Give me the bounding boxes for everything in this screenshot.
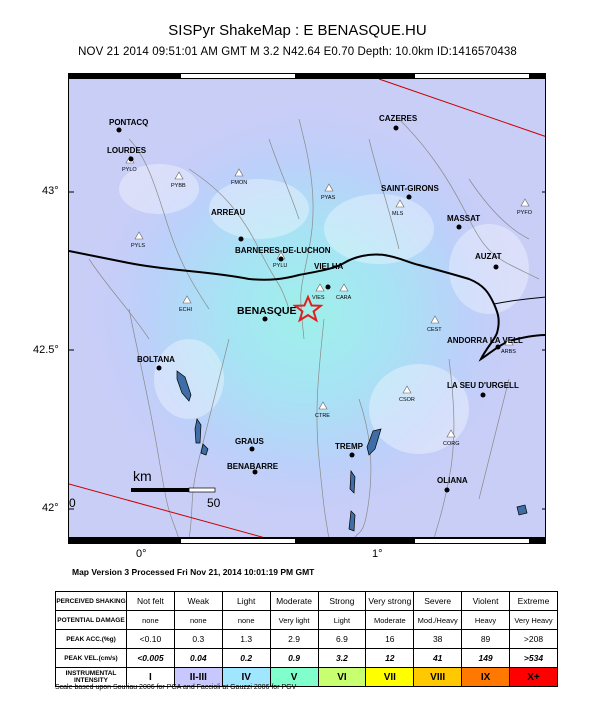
lat-label-43: 43°	[42, 185, 59, 197]
legend-cell: Light	[222, 592, 270, 611]
city-label: CAZERES	[379, 114, 418, 123]
legend-cell: Severe	[414, 592, 462, 611]
legend-cell: Weak	[174, 592, 222, 611]
legend-cell: none	[174, 611, 222, 630]
intensity-cell: VI	[318, 668, 366, 687]
station-label: CTRE	[315, 413, 330, 419]
lat-label-42-5: 42.5°	[33, 344, 59, 356]
station-label: MLS	[392, 211, 404, 217]
map-frame-bottom	[68, 538, 546, 544]
intensity-legend-table	[55, 591, 558, 687]
legend-cell: Light	[318, 611, 366, 630]
city-marker	[326, 285, 331, 290]
station-label: PYLO	[122, 167, 137, 173]
lon-label-1: 1°	[372, 548, 383, 560]
event-info: NOV 21 2014 09:51:01 AM GMT M 3.2 N42.64 E0.70 Depth: 10.0km ID:1416570438	[78, 46, 517, 58]
city-label: BENASQUE	[237, 305, 297, 317]
city-label: MASSAT	[447, 214, 481, 223]
legend-row-label: PEAK ACC.(%g)	[56, 630, 127, 649]
legend-cell: Moderate	[366, 611, 414, 630]
legend-cell: 12	[366, 649, 414, 668]
intensity-cell: IV	[222, 668, 270, 687]
station-label: PYLS	[131, 243, 146, 249]
city-label: ANDORRA LA VELL	[447, 336, 523, 345]
station-label: PYLU	[273, 263, 288, 269]
city-marker	[129, 157, 134, 162]
city-marker	[481, 393, 486, 398]
city-label: OLIANA	[437, 476, 468, 485]
scale-bar-start: 0	[69, 496, 76, 510]
legend-cell: Very strong	[366, 592, 414, 611]
legend-row-label: PERCEIVED SHAKING	[56, 592, 127, 611]
scale-footnote: Scale based upon Souriau 2006 for PGA and Faccioli at Gauzzi 2006 for PGV	[55, 684, 297, 691]
legend-row-shaking	[56, 592, 558, 611]
legend-cell: 38	[414, 630, 462, 649]
lat-label-42: 42°	[42, 502, 59, 514]
city-label: BENABARRE	[227, 462, 279, 471]
station-label: CSOR	[399, 397, 415, 403]
legend-cell: Heavy	[462, 611, 510, 630]
legend-cell: Very Heavy	[510, 611, 558, 630]
city-marker	[263, 317, 268, 322]
city-marker	[496, 345, 501, 350]
city-marker	[407, 195, 412, 200]
station-label: CARA	[336, 295, 352, 301]
station-label: ARBS	[501, 349, 516, 355]
city-label: ARREAU	[211, 208, 246, 217]
legend-cell: 149	[462, 649, 510, 668]
intensity-cell: X+	[510, 668, 558, 687]
city-marker	[350, 453, 355, 458]
station-label: FMON	[231, 180, 248, 186]
legend-cell: Very light	[270, 611, 318, 630]
intensity-cell: IX	[462, 668, 510, 687]
city-marker	[457, 225, 462, 230]
city-label: VIELHA	[314, 262, 344, 271]
intensity-cell: II-III	[174, 668, 222, 687]
intensity-cell: VIII	[414, 668, 462, 687]
city-marker	[279, 257, 284, 262]
station-label: CEST	[427, 327, 442, 333]
legend-cell: none	[127, 611, 175, 630]
intensity-cell: V	[270, 668, 318, 687]
legend-cell: Not felt	[127, 592, 175, 611]
legend-cell: 89	[462, 630, 510, 649]
map-title: SISPyr ShakeMap : E BENASQUE.HU	[168, 22, 427, 39]
processed-info: Map Version 3 Processed Fri Nov 21, 2014 10:01:19 PM GMT	[72, 567, 315, 577]
legend-cell: 41	[414, 649, 462, 668]
city-label: PONTACQ	[109, 118, 149, 127]
scale-bar-end: 50	[207, 496, 221, 510]
city-marker	[445, 488, 450, 493]
station-label: VIES	[312, 295, 325, 301]
station-label: CORG	[443, 441, 460, 447]
station-label: PYAS	[321, 195, 336, 201]
legend-cell: none	[222, 611, 270, 630]
station-label: PYBB	[171, 183, 186, 189]
station-label: PYFO	[517, 210, 532, 216]
legend-row-vel	[56, 649, 558, 668]
city-marker	[250, 447, 255, 452]
legend-cell: 0.2	[222, 649, 270, 668]
intensity-cell: I	[127, 668, 175, 687]
legend-cell: 2.9	[270, 630, 318, 649]
legend-cell: Mod./Heavy	[414, 611, 462, 630]
scale-bar-unit: km	[133, 468, 152, 484]
city-label: BOLTANA	[137, 355, 175, 364]
city-label: GRAUS	[235, 437, 264, 446]
lon-label-0: 0°	[136, 548, 147, 560]
intensity-cell: VII	[366, 668, 414, 687]
city-label: LOURDES	[107, 146, 147, 155]
legend-cell: >534	[510, 649, 558, 668]
city-marker	[394, 126, 399, 131]
legend-cell: 0.9	[270, 649, 318, 668]
city-label: SAINT-GIRONS	[381, 184, 439, 193]
legend-cell: 3.2	[318, 649, 366, 668]
legend-cell: Moderate	[270, 592, 318, 611]
city-marker	[494, 265, 499, 270]
city-label: LA SEU D'URGELL	[447, 381, 519, 390]
legend-cell: <0.10	[127, 630, 175, 649]
city-label: AUZAT	[475, 252, 502, 261]
legend-row-label: POTENTIAL DAMAGE	[56, 611, 127, 630]
shakemap-area[interactable]	[68, 78, 546, 538]
legend-cell: Violent	[462, 592, 510, 611]
legend-row-acc	[56, 630, 558, 649]
legend-cell: 0.3	[174, 630, 222, 649]
legend-row-damage	[56, 611, 558, 630]
legend-cell: Strong	[318, 592, 366, 611]
city-marker	[239, 237, 244, 242]
legend-cell: Extreme	[510, 592, 558, 611]
legend-cell: 6.9	[318, 630, 366, 649]
legend-cell: 16	[366, 630, 414, 649]
city-label: BARNERES-DE-LUCHON	[235, 246, 331, 255]
legend-cell: >208	[510, 630, 558, 649]
shakemap-svg	[69, 79, 546, 538]
legend-row-label: PEAK VEL.(cm/s)	[56, 649, 127, 668]
city-marker	[157, 366, 162, 371]
city-label: TREMP	[335, 442, 363, 451]
station-label: ECHI	[179, 307, 193, 313]
legend-row-label: INSTRUMENTAL INTENSITY	[56, 668, 127, 687]
legend-cell: <0.005	[127, 649, 175, 668]
legend-cell: 0.04	[174, 649, 222, 668]
legend-cell: 1.3	[222, 630, 270, 649]
city-marker	[117, 128, 122, 133]
